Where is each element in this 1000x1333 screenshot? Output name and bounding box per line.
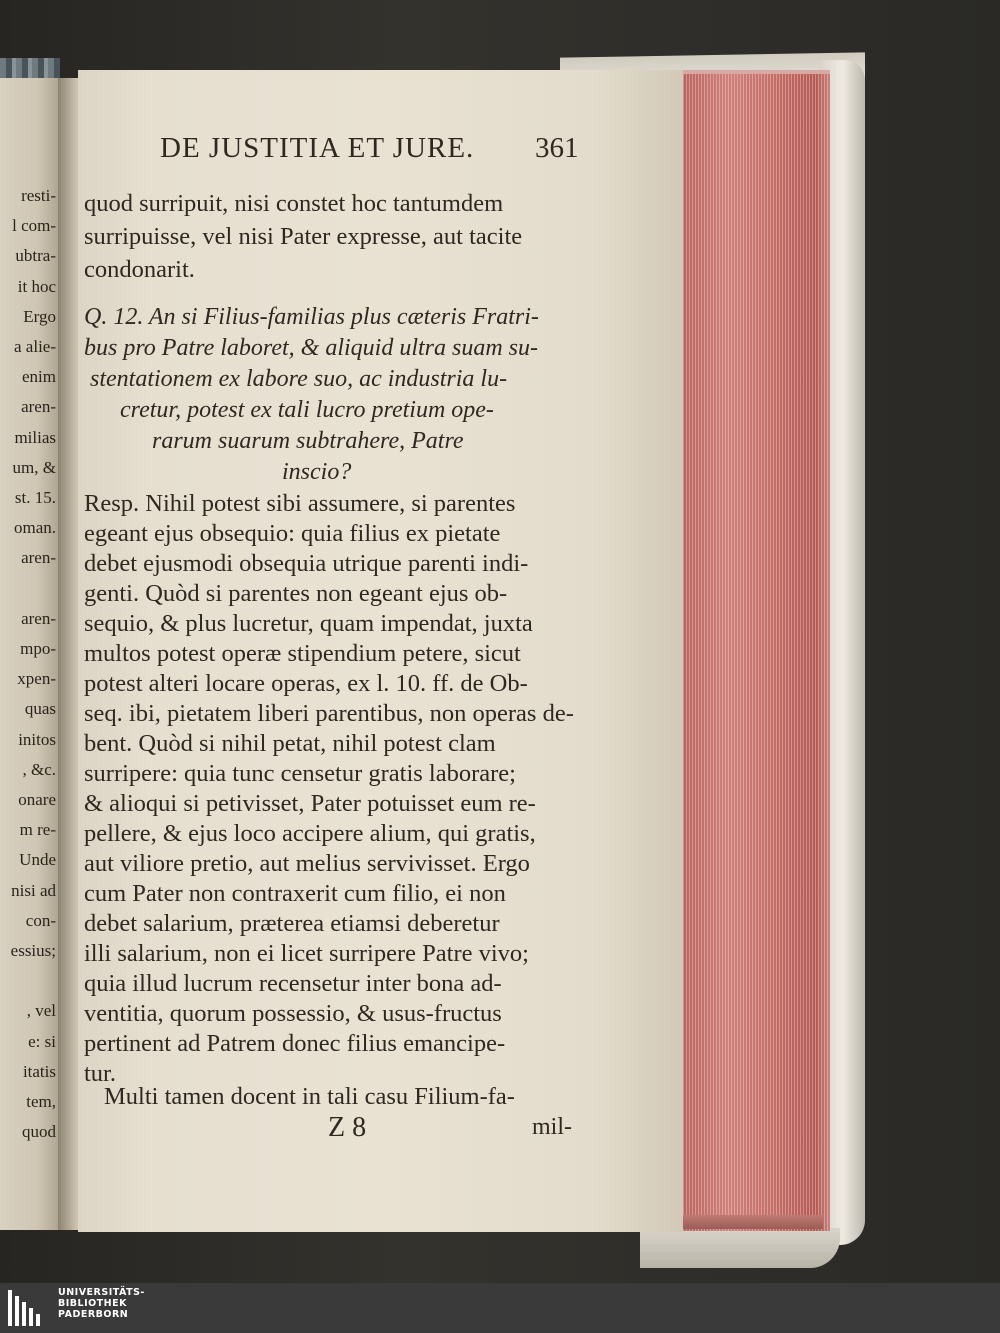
left-page-line: tem, xyxy=(26,1092,56,1111)
logo-line-1: UNIVERSITÄTS- xyxy=(58,1287,145,1298)
left-page-line: xpen- xyxy=(17,669,56,689)
text-line: quia illud lucrum recensetur inter bona ad- xyxy=(84,970,502,997)
left-page-line: oman. xyxy=(13,518,56,538)
left-page-line: initos xyxy=(18,729,56,749)
text-line: condonarit. xyxy=(84,256,195,283)
left-page-line: aren- xyxy=(21,608,56,628)
text-line: egeant ejus obsequio: quia filius ex pietate xyxy=(84,520,501,547)
text-line: bus pro Patre laboret, & aliquid ultra suam su- xyxy=(84,335,539,361)
left-page-line: nisi ad xyxy=(11,880,56,900)
left-page-line: quod xyxy=(22,1122,56,1142)
library-logo-text xyxy=(58,1287,145,1320)
text-line: inscio? xyxy=(282,459,352,485)
footer-bar xyxy=(0,1283,1000,1333)
text-line: Resp. Nihil potest sibi assumere, si parentes xyxy=(84,490,516,517)
logo-line-3: PADERBORN xyxy=(58,1309,129,1320)
left-page-line: a alie- xyxy=(14,337,56,356)
left-page-line: , vel xyxy=(26,1001,56,1021)
text-line: potest alteri locare operas, ex l. 10. ff. de Ob- xyxy=(84,670,528,697)
text-line: cretur, potest ex tali lucro pretium ope- xyxy=(120,397,494,423)
left-page-line: quas xyxy=(24,699,56,719)
left-page-line: mpo- xyxy=(20,639,56,658)
left-page-line: um, & xyxy=(12,457,56,477)
left-page-line: con- xyxy=(25,910,56,930)
final-line: Multi tamen docent in tali casu Filium-fa- xyxy=(104,1083,515,1110)
left-page-line: enim xyxy=(22,367,56,387)
text-line: ventitia, quorum possessio, & usus-fructus xyxy=(84,1000,502,1027)
left-page-line: ubtra- xyxy=(15,246,56,266)
signature-mark: Z 8 xyxy=(328,1112,367,1143)
book-cover-bottom xyxy=(640,1228,840,1268)
page-number: 361 xyxy=(535,132,579,164)
text-line: genti. Quòd si parentes non egeant ejus ob- xyxy=(84,580,508,607)
text-line: illi salarium, non ei licet surripere Patre vivo; xyxy=(84,940,529,967)
text-line: surripuisse, vel nisi Pater expresse, aut tacite xyxy=(84,223,523,250)
left-page-line: l com- xyxy=(12,216,56,236)
text-line: sequio, & plus lucretur, quam impendat, juxta xyxy=(84,610,533,637)
left-page-line: e: si xyxy=(28,1031,56,1051)
text-line: multos potest operæ stipendium petere, sicut xyxy=(84,640,521,667)
text-line: quod surripuit, nisi constet hoc tantumdem xyxy=(84,190,504,217)
text-line: debet salarium, præterea etiamsi deberetur xyxy=(84,910,500,937)
left-page-line: resti- xyxy=(21,186,56,205)
logo-line-2: BIBLIOTHEK xyxy=(58,1298,127,1309)
left-page-line: Ergo xyxy=(23,306,56,326)
library-logo-icon xyxy=(8,1290,46,1326)
page-edges-bottom xyxy=(683,1215,823,1229)
running-head: DE JUSTITIA ET JURE. xyxy=(160,132,475,164)
text-line: & alioqui si petivisset, Pater potuisset eum re- xyxy=(84,790,536,817)
text-line: pellere, & ejus loco accipere alium, qui gratis, xyxy=(84,820,536,847)
left-page-line: essius; xyxy=(10,941,56,960)
left-page-line: onare xyxy=(18,790,56,809)
text-line: rarum suarum subtrahere, Patre xyxy=(152,428,464,454)
left-page-line: m re- xyxy=(19,820,56,840)
text-line: Q. 12. An si Filius-familias plus cæteris Fratri- xyxy=(84,304,539,330)
text-line: bent. Quòd si nihil petat, nihil potest clam xyxy=(84,730,496,757)
text-line: aut viliore pretio, aut melius servivisset. Ergo xyxy=(84,850,530,877)
left-page-line: milias xyxy=(14,427,56,447)
text-line: debet ejusmodi obsequia utrique parenti indi- xyxy=(84,550,529,577)
text-line: seq. ibi, pietatem liberi parentibus, non operas de- xyxy=(84,700,574,727)
left-page-line: itatis xyxy=(22,1061,56,1081)
text-line: surripere: quia tunc censetur gratis laborare; xyxy=(84,760,516,787)
left-page-line: Unde xyxy=(19,850,56,870)
page-edges-red xyxy=(683,70,830,1231)
text-line: tur. xyxy=(84,1060,116,1087)
left-page-line: aren- xyxy=(21,397,56,417)
text-line: stentationem ex labore suo, ac industria lu- xyxy=(90,366,508,392)
left-page-line: aren- xyxy=(21,548,56,568)
left-page-line: st. 15. xyxy=(14,488,56,507)
left-page-line: it hoc xyxy=(17,276,56,296)
catchword: mil- xyxy=(532,1114,572,1140)
text-line: cum Pater non contraxerit cum filio, ei non xyxy=(84,880,506,907)
left-page-fragment xyxy=(0,78,62,1230)
left-page-line: , &c. xyxy=(22,759,56,779)
text-line: pertinent ad Patrem donec filius emancipe- xyxy=(84,1030,506,1057)
book-spine-cords xyxy=(0,58,60,80)
